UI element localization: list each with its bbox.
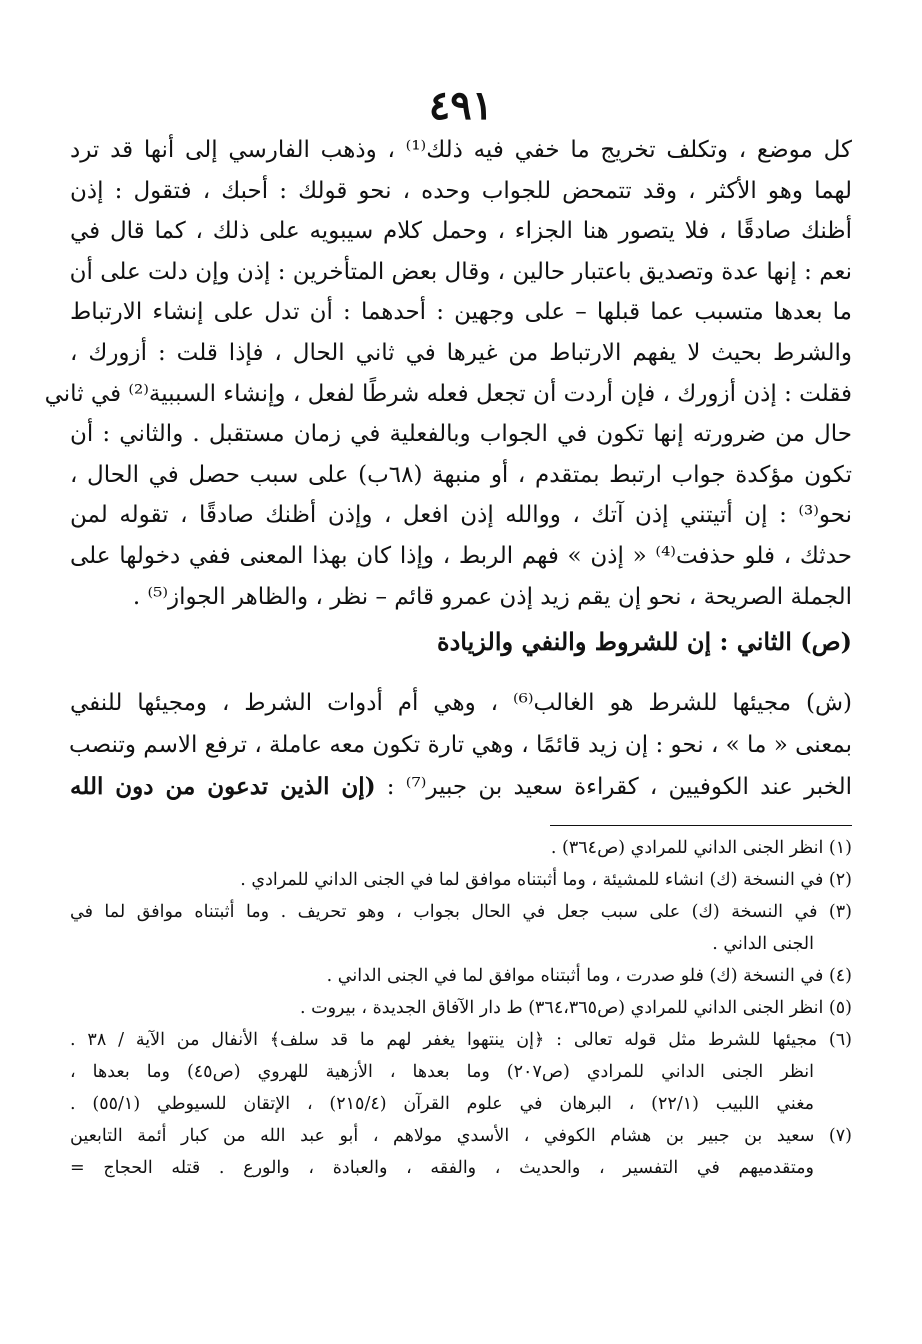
second-paragraph bbox=[70, 682, 852, 808]
text-line: نعم : إنها عدة وتصديق باعتبار حالين ، وقال بعض المتأخرين : إذن وإن دلت على أن bbox=[69, 258, 852, 285]
text-line: أظنك صادقًا ، فلا يتصور هنا الجزاء ، وحمل كلام سيبويه على ذلك ، كما قال في bbox=[70, 218, 852, 245]
footnote-continuation: الجنى الداني . bbox=[712, 934, 814, 954]
text-line: (ش) مجيئها للشرط هو الغالب⁽⁶⁾ ، وهي أم أدوات الشرط ، ومجيئها للنفي bbox=[70, 690, 852, 716]
text-line: لهما وهو الأكثر ، وقد تتمحض للجواب وحده ، نحو قولك : أحبك ، فتقول : إذن bbox=[70, 177, 852, 204]
footnote-continuation: ومتقدميهم في التفسير ، والحديث ، والفقه ، والعبادة ، والورع . قتله الحجاج = bbox=[70, 1158, 814, 1178]
text-line: حدثك ، فلو حذفت⁽⁴⁾ « إذن » فهم الربط ، وإذا كان بهذا المعنى ففي دخولها على bbox=[70, 542, 852, 569]
text-line: نحو⁽³⁾ : إن أتيتني إذن آتك ، ووالله إذن افعل ، وإذن أظنك صادقًا ، تقوله لمن bbox=[70, 502, 852, 529]
footnote: (١) انظر الجنى الداني للمرادي (ص٣٦٤) . bbox=[550, 838, 852, 858]
footnote-continuation: مغني اللبيب (٢٢/١) ، البرهان في علوم القرآن (٢١٥/٤) ، الإتقان للسيوطي (٥٥/١) . bbox=[70, 1094, 815, 1114]
section-heading: (ص) الثاني : إن للشروط والنفي والزيادة bbox=[437, 627, 852, 656]
footnote: (٥) انظر الجنى الداني للمرادي (ص٣٦٤،٣٦٥) ط دار الآفاق الجديدة ، بيروت . bbox=[300, 998, 852, 1018]
main-paragraph bbox=[44, 130, 852, 617]
footnote-divider bbox=[550, 825, 852, 826]
footnote: (٣) في النسخة (ك) على سبب جعل في الحال بجواب ، وهو تحريف . وما أثبتناه موافق لما في bbox=[70, 902, 852, 922]
footnote-continuation: انظر الجنى الداني للمرادي (ص٢٠٧) وما بعدها ، الأزهية للهروي (ص٤٥) وما بعدها ، bbox=[70, 1062, 814, 1082]
page-number: ٤٩١ bbox=[428, 82, 494, 129]
text-line: والشرط بحيث لا يفهم الارتباط من غيرها في ثاني الحال ، فإذا قلت : أزورك ، bbox=[70, 339, 852, 366]
text-line: تكون مؤكدة جواب ارتبط بمتقدم ، أو منبهة (٦٨ب) على سبب حصل في الحال ، bbox=[70, 461, 852, 488]
text-line-last bbox=[70, 766, 852, 808]
text-line: بمعنى « ما » ، نحو : إن زيد قائمًا ، وهي تارة تكون معه عاملة ، ترفع الاسم وتنصب bbox=[69, 732, 852, 758]
text-line: كل موضع ، وتكلف تخريج ما خفي فيه ذلك⁽¹⁾ ، وذهب الفارسي إلى أنها قد ترد bbox=[70, 137, 852, 163]
footnote: (٤) في النسخة (ك) فلو صدرت ، وما أثبتناه موافق لما في الجنى الداني . bbox=[326, 966, 852, 986]
footnote: (٦) مجيئها للشرط مثل قوله تعالى : ﴿إن ينتهوا يغفر لهم ما قد سلف﴾ الأنفال من الآية / ٣٨ . bbox=[70, 1030, 852, 1050]
text-line: حال من ضرورته إنها تكون في الجواب وبالفعلية في زمان مستقبل . والثاني : أن bbox=[70, 421, 852, 448]
quran-quote: (إن الذين تدعون من دون الله bbox=[70, 773, 376, 800]
text-line: الجملة الصريحة ، نحو إن يقم زيد إذن عمرو قائم – نظر ، والظاهر الجواز⁽⁵⁾ . bbox=[132, 583, 852, 610]
footnotes bbox=[70, 832, 852, 1184]
footnote: (٧) سعيد بن جبير بن هشام الكوفي ، الأسدي مولاهم ، أبو عبد الله من كبار أئمة التابعين bbox=[70, 1126, 852, 1146]
text-line-start: الخبر عند الكوفيين ، كقراءة سعيد بن جبير⁽⁷⁾ : bbox=[375, 774, 852, 800]
book-page bbox=[44, 0, 852, 1344]
text-line: فقلت : إذن أزورك ، فإن أردت أن تجعل فعله شرطًا لفعل ، وإنشاء السببية⁽²⁾ في ثاني bbox=[44, 380, 852, 407]
text-line: ما بعدها متسبب عما قبلها – على وجهين : أحدهما : أن تدل على إنشاء الارتباط bbox=[70, 299, 852, 326]
footnote: (٢) في النسخة (ك) انشاء للمشيئة ، وما أثبتناه موافق لما في الجنى الداني للمرادي . bbox=[240, 870, 852, 890]
